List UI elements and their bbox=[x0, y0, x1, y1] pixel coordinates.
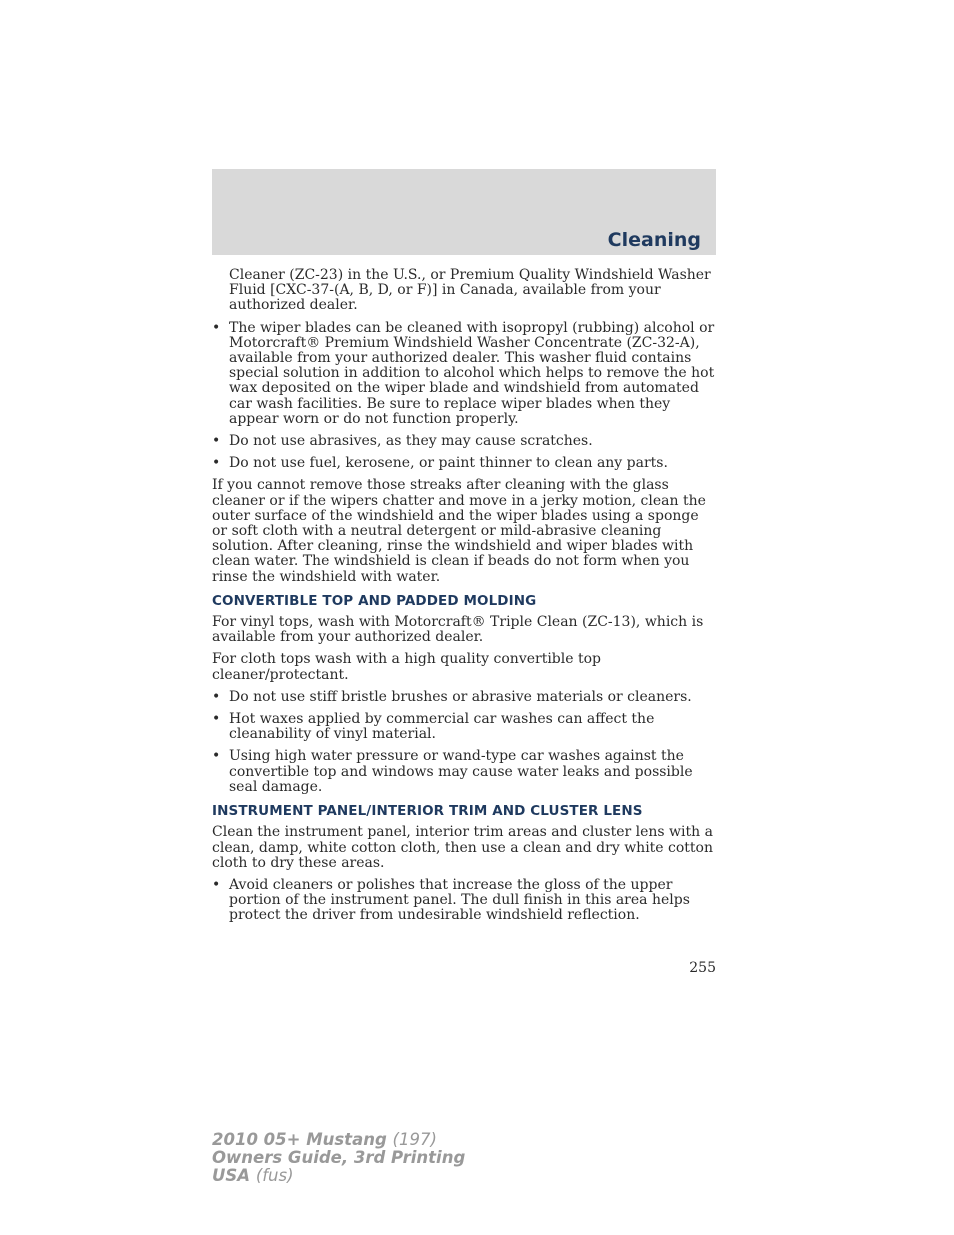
bullet-marker: • bbox=[212, 748, 221, 765]
list-item-text: Do not use abrasives, as they may cause scratches. bbox=[229, 433, 593, 450]
list-item bbox=[212, 749, 716, 795]
section-title: Cleaning bbox=[607, 229, 701, 251]
footer-model: 2010 05+ Mustang bbox=[212, 1130, 387, 1149]
document-footer bbox=[212, 1131, 465, 1185]
list-item-text: Do not use stiff bristle brushes or abrasive materials or cleaners. bbox=[229, 688, 692, 705]
list-item-text: Avoid cleaners or polishes that increase the gloss of the upper portion of the instrument panel. The dull finish in this area helps protect the driver from undesirable windshield reflection. bbox=[229, 876, 690, 924]
list-item bbox=[212, 712, 716, 742]
list-item-text: Hot waxes applied by commercial car washes can affect the cleanability of vinyl material. bbox=[229, 711, 655, 743]
list-item-text: The wiper blades can be cleaned with isopropyl (rubbing) alcohol or Motorcraft® Premium Windshield Washer Concentrate (ZC-32-A), available from your authorized dealer. This washer fluid contains special solution in addition to alcohol which helps to remove the hot wax deposited on the wiper blade and windshield from automated car wash facilities. Be sure to replace wiper blades when they appear worn or do not function properly. bbox=[229, 319, 715, 427]
list-item bbox=[212, 434, 716, 449]
list-item bbox=[212, 878, 716, 924]
list-item bbox=[212, 690, 716, 705]
paragraph: For vinyl tops, wash with Motorcraft® Triple Clean (ZC-13), which is available from your authorized dealer. bbox=[212, 614, 704, 646]
footer-market: USA bbox=[212, 1166, 251, 1185]
paragraph: Clean the instrument panel, interior trim areas and cluster lens with a clean, damp, white cotton cloth, then use a clean and dry white cotton cloth to dry these areas. bbox=[212, 824, 713, 871]
continued-text: Cleaner (ZC-23) in the U.S., or Premium Quality Windshield Washer Fluid [CXC-37-(A, B, D, or F)] in Canada, available from your authorized dealer. bbox=[229, 267, 711, 314]
list-item-text: Using high water pressure or wand-type car washes against the convertible top and windows may cause water leaks and possible seal damage. bbox=[229, 748, 693, 795]
paragraph: If you cannot remove those streaks after cleaning with the glass cleaner or if the wipers chatter and move in a jerky motion, clean the outer surface of the windshield and the wiper blades using a sponge or soft cloth with a neutral detergent or mild-abrasive cleaning solution. After cleaning, rinse the windshield and wiper blades with clean water. The windshield is clean if beads do not form when you rinse the windshield with water. bbox=[212, 477, 706, 585]
paragraph: For cloth tops wash with a high quality convertible top cleaner/protectant. bbox=[212, 651, 601, 683]
section-heading: INSTRUMENT PANEL/INTERIOR TRIM AND CLUSTER LENS bbox=[212, 803, 643, 820]
page-number: 255 bbox=[689, 960, 716, 976]
list-item bbox=[212, 321, 716, 427]
list-item-text: Do not use fuel, kerosene, or paint thinner to clean any parts. bbox=[229, 455, 668, 472]
footer-line bbox=[212, 1167, 465, 1185]
footer-model-code: (197) bbox=[392, 1130, 437, 1149]
bullet-marker: • bbox=[212, 688, 221, 705]
bullet-marker: • bbox=[212, 319, 221, 336]
bullet-marker: • bbox=[212, 455, 221, 472]
footer-line: Owners Guide, 3rd Printing bbox=[212, 1148, 466, 1167]
page-content bbox=[212, 268, 716, 931]
section-heading: CONVERTIBLE TOP AND PADDED MOLDING bbox=[212, 592, 537, 609]
bullet-marker: • bbox=[212, 433, 221, 450]
list-item bbox=[212, 456, 716, 471]
footer-line bbox=[212, 1131, 465, 1149]
section-header-band bbox=[212, 169, 716, 255]
bullet-marker: • bbox=[212, 876, 221, 893]
bullet-marker: • bbox=[212, 711, 221, 728]
footer-market-code: (fus) bbox=[255, 1166, 294, 1185]
